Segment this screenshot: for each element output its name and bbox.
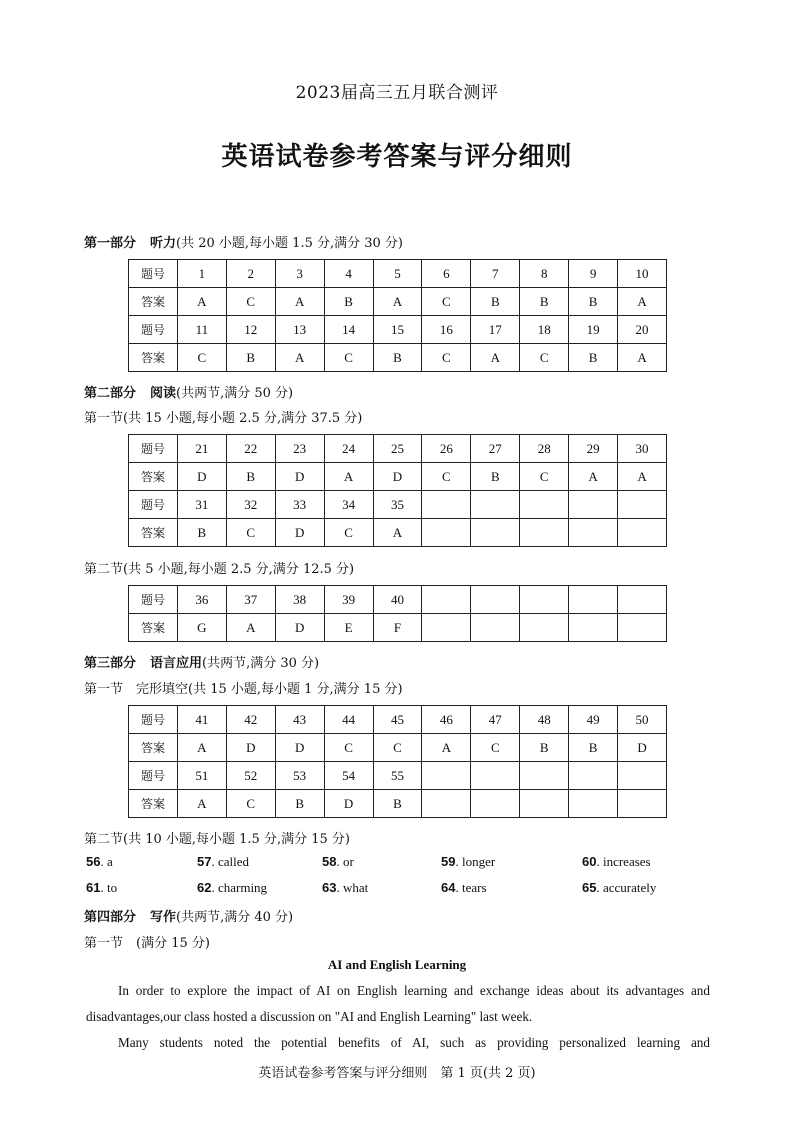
- fill-answer-56: 56. a: [86, 854, 113, 869]
- answer-cell: [422, 762, 471, 790]
- answer-cell: 17: [471, 316, 520, 344]
- answer-cell: B: [471, 463, 520, 491]
- answer-cell: A: [177, 288, 226, 316]
- answer-cell: 55: [373, 762, 422, 790]
- part3-name: 语言应用: [150, 656, 203, 671]
- answer-cell: 27: [471, 435, 520, 463]
- answer-cell: 52: [226, 762, 275, 790]
- row-header-cell: 答案: [129, 288, 178, 316]
- part1-name: 听力: [150, 236, 177, 251]
- answer-cell: 32: [226, 491, 275, 519]
- answer-cell: [618, 491, 667, 519]
- answer-cell: B: [569, 288, 618, 316]
- part1-label: 第一部分: [84, 236, 137, 251]
- answer-cell: D: [373, 463, 422, 491]
- answer-cell: A: [373, 288, 422, 316]
- answer-cell: 40: [373, 586, 422, 614]
- fill-answer-65: 65. accurately: [582, 880, 657, 895]
- answer-cell: 23: [275, 435, 324, 463]
- answer-cell: 12: [226, 316, 275, 344]
- part2-name: 阅读: [150, 386, 177, 401]
- fill-answer-59: 59. longer: [441, 854, 496, 869]
- fill-answer-57: 57. called: [197, 854, 250, 869]
- answer-cell: 37: [226, 586, 275, 614]
- answer-cell: B: [471, 288, 520, 316]
- answer-cell: 7: [471, 260, 520, 288]
- answer-cell: 29: [569, 435, 618, 463]
- answer-cell: [520, 790, 569, 818]
- answer-cell: A: [618, 463, 667, 491]
- row-header-cell: 题号: [129, 706, 178, 734]
- fill-answer-63: 63. what: [322, 880, 369, 895]
- answer-cell: 4: [324, 260, 373, 288]
- table-row: [129, 790, 667, 818]
- answer-cell: 10: [618, 260, 667, 288]
- part4-detail: (共两节,满分 40 分): [176, 910, 294, 925]
- table-row: [129, 762, 667, 790]
- answer-cell: 9: [569, 260, 618, 288]
- answer-cell: C: [373, 734, 422, 762]
- answer-cell: 43: [275, 706, 324, 734]
- answer-cell: 54: [324, 762, 373, 790]
- answer-cell: 21: [177, 435, 226, 463]
- fill-answer-60: 60. increases: [582, 854, 651, 869]
- fill-answer-58: 58. or: [322, 854, 354, 869]
- page-title: 英语试卷参考答案与评分细则: [221, 142, 573, 172]
- answer-cell: A: [618, 288, 667, 316]
- answer-cell: D: [275, 463, 324, 491]
- answer-cell: 45: [373, 706, 422, 734]
- answer-cell: [569, 762, 618, 790]
- answer-cell: [471, 586, 520, 614]
- answer-cell: C: [520, 463, 569, 491]
- answer-cell: [471, 519, 520, 547]
- table-row: [129, 260, 667, 288]
- row-header-cell: 题号: [129, 435, 178, 463]
- answer-cell: C: [471, 734, 520, 762]
- answer-cell: [618, 790, 667, 818]
- answer-cell: [471, 614, 520, 642]
- answer-cell: C: [422, 463, 471, 491]
- part2-section1-answer-table: [128, 434, 667, 547]
- table-row: [129, 288, 667, 316]
- answer-cell: C: [226, 790, 275, 818]
- answer-cell: 6: [422, 260, 471, 288]
- answer-cell: B: [520, 734, 569, 762]
- part4-label: 第四部分: [84, 910, 137, 925]
- answer-cell: [520, 491, 569, 519]
- answer-cell: A: [618, 344, 667, 372]
- table-row: [129, 734, 667, 762]
- part3-section1-answer-table: [128, 705, 667, 818]
- answer-cell: [569, 614, 618, 642]
- part4-name: 写作: [150, 910, 177, 925]
- part3-section1-heading: 第一节 完形填空(共 15 小题,每小题 1 分,满分 15 分): [84, 682, 403, 697]
- part2-section2-answer-table: [128, 585, 667, 642]
- table-row: [129, 706, 667, 734]
- table-row: [129, 614, 667, 642]
- table-row: [129, 586, 667, 614]
- answer-cell: D: [324, 790, 373, 818]
- answer-cell: 25: [373, 435, 422, 463]
- row-header-cell: 答案: [129, 519, 178, 547]
- row-header-cell: 答案: [129, 734, 178, 762]
- row-header-cell: 题号: [129, 762, 178, 790]
- answer-cell: B: [226, 463, 275, 491]
- answer-cell: C: [324, 344, 373, 372]
- row-header-cell: 题号: [129, 260, 178, 288]
- answer-cell: 2: [226, 260, 275, 288]
- answer-cell: [520, 614, 569, 642]
- answer-cell: A: [177, 790, 226, 818]
- fill-answer-64: 64. tears: [441, 880, 487, 895]
- answer-cell: B: [569, 344, 618, 372]
- answer-cell: 53: [275, 762, 324, 790]
- table-row: [129, 344, 667, 372]
- answer-cell: 28: [520, 435, 569, 463]
- answer-cell: B: [226, 344, 275, 372]
- answer-cell: 22: [226, 435, 275, 463]
- row-header-cell: 答案: [129, 614, 178, 642]
- answer-cell: 38: [275, 586, 324, 614]
- answer-cell: [422, 519, 471, 547]
- answer-cell: [520, 586, 569, 614]
- answer-cell: F: [373, 614, 422, 642]
- part3-detail: (共两节,满分 30 分): [202, 656, 320, 671]
- row-header-cell: 题号: [129, 491, 178, 519]
- answer-cell: C: [226, 519, 275, 547]
- answer-cell: A: [569, 463, 618, 491]
- part1-heading: [84, 232, 403, 251]
- page-footer: 英语试卷参考答案与评分细则 第 1 页(共 2 页): [258, 1066, 536, 1081]
- answer-cell: 19: [569, 316, 618, 344]
- answer-cell: [569, 790, 618, 818]
- answer-cell: [618, 519, 667, 547]
- answer-cell: D: [275, 614, 324, 642]
- answer-cell: A: [471, 344, 520, 372]
- answer-cell: 26: [422, 435, 471, 463]
- row-header-cell: 答案: [129, 790, 178, 818]
- table-row: [129, 463, 667, 491]
- part2-label: 第二部分: [84, 386, 137, 401]
- fill-answer-62: 62. charming: [197, 880, 268, 895]
- answer-cell: B: [373, 344, 422, 372]
- answer-cell: 8: [520, 260, 569, 288]
- answer-cell: [422, 586, 471, 614]
- answer-cell: A: [275, 344, 324, 372]
- answer-cell: B: [373, 790, 422, 818]
- answer-cell: A: [373, 519, 422, 547]
- answer-cell: 31: [177, 491, 226, 519]
- answer-cell: E: [324, 614, 373, 642]
- part1-answer-table: [128, 259, 667, 372]
- answer-cell: 24: [324, 435, 373, 463]
- answer-cell: B: [324, 288, 373, 316]
- answer-cell: 46: [422, 706, 471, 734]
- answer-cell: [618, 762, 667, 790]
- answer-cell: [569, 519, 618, 547]
- answer-cell: C: [324, 519, 373, 547]
- answer-cell: D: [618, 734, 667, 762]
- essay-paragraph-2: Many students noted the potential benefits of AI, such as providing personalized learning and: [118, 1035, 710, 1050]
- part2-section1-heading: 第一节(共 15 小题,每小题 2.5 分,满分 37.5 分): [84, 411, 363, 426]
- answer-cell: 50: [618, 706, 667, 734]
- answer-cell: 33: [275, 491, 324, 519]
- answer-cell: D: [275, 519, 324, 547]
- answer-cell: C: [520, 344, 569, 372]
- answer-cell: 34: [324, 491, 373, 519]
- row-header-cell: 答案: [129, 344, 178, 372]
- answer-cell: A: [226, 614, 275, 642]
- answer-cell: B: [275, 790, 324, 818]
- table-row: [129, 491, 667, 519]
- answer-cell: 20: [618, 316, 667, 344]
- answer-cell: 39: [324, 586, 373, 614]
- answer-cell: 5: [373, 260, 422, 288]
- answer-cell: 44: [324, 706, 373, 734]
- essay-paragraph-1: In order to explore the impact of AI on English learning and exchange ideas about its advantages and disadvantages,our class hosted a discussion on "AI and English Learning" last week.: [86, 983, 710, 1024]
- answer-cell: [618, 614, 667, 642]
- part3-label: 第三部分: [84, 656, 137, 671]
- answer-cell: D: [275, 734, 324, 762]
- answer-cell: [422, 790, 471, 818]
- answer-cell: [569, 586, 618, 614]
- answer-cell: 16: [422, 316, 471, 344]
- table-row: [129, 435, 667, 463]
- answer-cell: 49: [569, 706, 618, 734]
- answer-cell: [471, 762, 520, 790]
- answer-cell: B: [569, 734, 618, 762]
- answer-cell: A: [275, 288, 324, 316]
- answer-cell: 3: [275, 260, 324, 288]
- row-header-cell: 题号: [129, 316, 178, 344]
- answer-cell: 51: [177, 762, 226, 790]
- answer-cell: D: [226, 734, 275, 762]
- answer-cell: 13: [275, 316, 324, 344]
- answer-cell: D: [177, 463, 226, 491]
- part2-heading: [84, 382, 293, 401]
- answer-cell: 35: [373, 491, 422, 519]
- answer-cell: 47: [471, 706, 520, 734]
- answer-cell: [618, 586, 667, 614]
- part4-heading: [84, 906, 293, 925]
- row-header-cell: 答案: [129, 463, 178, 491]
- answer-cell: 48: [520, 706, 569, 734]
- answer-cell: 18: [520, 316, 569, 344]
- answer-cell: C: [422, 344, 471, 372]
- answer-cell: C: [422, 288, 471, 316]
- part2-detail: (共两节,满分 50 分): [176, 386, 294, 401]
- answer-cell: C: [324, 734, 373, 762]
- essay-title: AI and English Learning: [327, 957, 467, 972]
- answer-cell: B: [177, 519, 226, 547]
- answer-cell: A: [422, 734, 471, 762]
- answer-cell: [569, 491, 618, 519]
- answer-cell: A: [324, 463, 373, 491]
- answer-cell: [520, 519, 569, 547]
- answer-cell: [422, 491, 471, 519]
- answer-cell: C: [226, 288, 275, 316]
- part3-heading: [84, 652, 319, 671]
- answer-cell: B: [520, 288, 569, 316]
- table-row: [129, 519, 667, 547]
- answer-cell: [471, 491, 520, 519]
- table-row: [129, 316, 667, 344]
- answer-cell: 14: [324, 316, 373, 344]
- answer-cell: [422, 614, 471, 642]
- part1-detail: (共 20 小题,每小题 1.5 分,满分 30 分): [176, 236, 403, 251]
- part4-section1-heading: 第一节 (满分 15 分): [84, 936, 210, 951]
- answer-cell: [520, 762, 569, 790]
- answer-cell: 36: [177, 586, 226, 614]
- answer-cell: G: [177, 614, 226, 642]
- answer-cell: 42: [226, 706, 275, 734]
- answer-cell: 41: [177, 706, 226, 734]
- fill-answer-61: 61. to: [86, 880, 118, 895]
- answer-cell: A: [177, 734, 226, 762]
- part3-section2-heading: 第二节(共 10 小题,每小题 1.5 分,满分 15 分): [84, 832, 350, 847]
- answer-cell: 30: [618, 435, 667, 463]
- answer-cell: 15: [373, 316, 422, 344]
- answer-cell: 11: [177, 316, 226, 344]
- answer-cell: 1: [177, 260, 226, 288]
- answer-cell: C: [177, 344, 226, 372]
- row-header-cell: 题号: [129, 586, 178, 614]
- part2-section2-heading: 第二节(共 5 小题,每小题 2.5 分,满分 12.5 分): [84, 562, 355, 577]
- answer-cell: [471, 790, 520, 818]
- exam-subtitle: 2023届高三五月联合测评: [295, 83, 499, 103]
